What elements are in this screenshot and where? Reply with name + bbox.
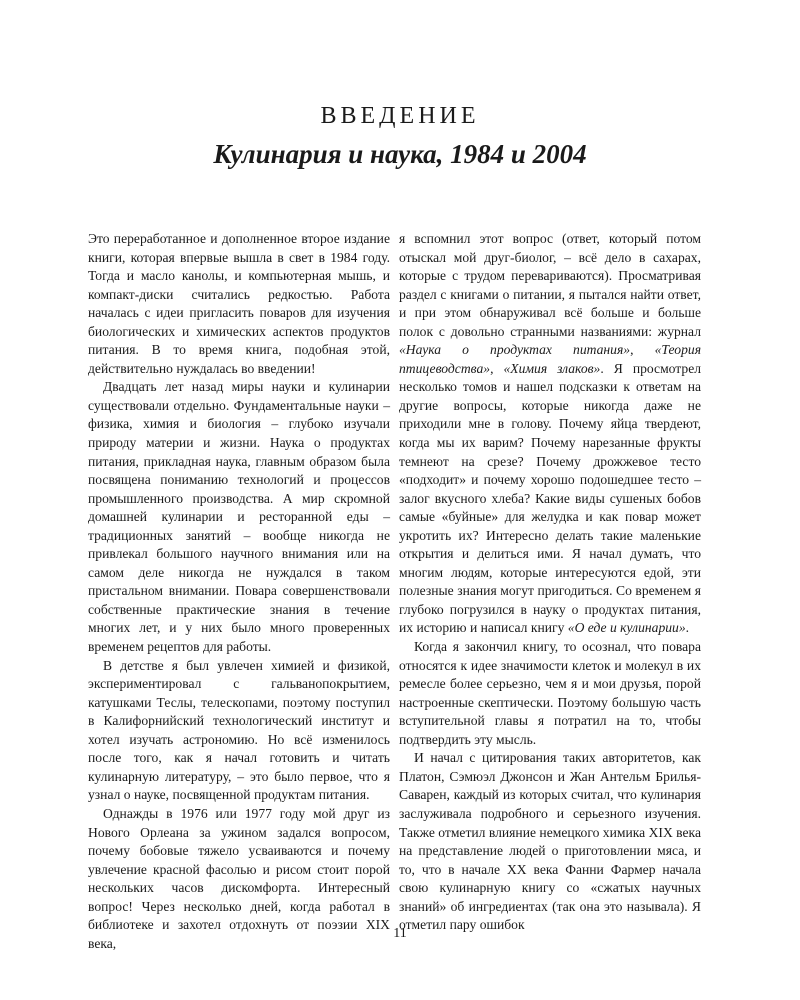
journal-title: «Химия злаков» xyxy=(503,360,601,376)
right-text-column xyxy=(399,230,701,935)
paragraph: Когда я закончил книгу, то осознал, что повара относятся к идее значимости клеток и молекул в их ремесле более серьезно, чем я и мои друзья, порой настроенные скептически. Поэтому большую часть вступительной главы я потратил на то, чтобы подтвердить эту мысль. xyxy=(399,639,701,747)
text-run: , xyxy=(630,342,655,358)
journal-title: «Теория птицеводства» xyxy=(399,342,702,376)
journal-title: «Наука о продуктах питания» xyxy=(399,342,631,358)
paragraph: Двадцать лет назад миры науки и кулинарии существовали отдельно. Фундаментальные науки – физика, химия и биология – глубоко изучали природу материи и жизни. Наука о продуктах питания, прикладная наука, главным образом была посвящена пониманию технологий и процессов промышленного производства. А мир скромной домашней кулинарии и ресторанной еды – традиционных занятий – вообще никогда не привлекал большого научного внимания или на самом деле никогда не нуждался в таком пристальном внимании. Повара совершенствовали собственные практические знания в течение многих лет, и у них было много проверенных временем рецептов для работы. xyxy=(88,379,390,655)
paragraph: Однажды в 1976 или 1977 году мой друг из Нового Орлеана за ужином задался вопросом, почему бобовые тяжело усваиваются и почему увлечение красной фасолью и рисом стоит порой нескольких часов дискомфорта. Интересный вопрос! Через несколько дней, когда работал в библиотеке и захотел отдохнуть от поэзии XIX века, xyxy=(88,805,390,951)
chapter-heading: ВВЕДЕНИЕ xyxy=(320,103,480,129)
text-run: . Я просмотрел несколько томов и нашел подсказки к ответам на другие вопросы, которые никогда даже не приходили мне в голову. Почему яйца твердеют, когда мы их варим? Почему нарезанные фрукты темнеют на срезе? Почему дрожжевое тесто «подходит» и почему хорошо подошедшее тесто – залог вкусного хлеба? Какие виды сушеных бобов самые «буйные» для желудка и как повар может укротить их? Интересно делать такие маленькие открытия и делиться ими. Я начал думать, что многим людям, которые интересуются едой, эти полезные знания могут пригодиться. Со временем я глубоко погрузился в науку о продуктах питания, их историю и написал книгу xyxy=(399,360,702,636)
paragraph: В детстве я был увлечен химией и физикой, экспериментировал с гальванопокрытием, катушками Теслы, телескопами, поэтому поступил в Калифорнийский технологический институт и хотел изучать астрономию. Но всё изменилось после того, как я начал готовить и читать кулинарную литературу, – это было первое, что я узнал о науке, посвященной продуктам питания. xyxy=(88,657,390,803)
page-number: 11 xyxy=(393,926,407,941)
chapter-subtitle: Кулинария и наука, 1984 и 2004 xyxy=(213,139,587,169)
text-run: , xyxy=(490,360,504,376)
paragraph: Это переработанное и дополненное второе издание книги, которая впервые вышла в свет в 1984 году. Тогда и масло канолы, и компьютерная мышь, и компакт-диски считались редкостью. Работа началась с идеи пригласить поваров для изучения биологических и химических аспектов продуктов питания. В то время книга, подобная этой, действительно нуждалась во введении! xyxy=(88,231,390,376)
text-run: я вспомнил этот вопрос (ответ, который потом отыскал мой друг-биолог, – всё дело в сахарах, которые с трудом перевариваются). Просматривая раздел с книгами о питании, я пытался найти ответ, и при этом обнаруживал всё больше и больше полок с довольно странными названиями: журнал xyxy=(399,231,701,339)
book-title: «О еде и кулинарии» xyxy=(567,620,686,636)
paragraph: И начал с цитирования таких авторитетов, как Платон, Сэмюэл Джонсон и Жан Антельм Брилья-Саварен, каждый из которых считал, что кулинария заслуживала подробного и серьезного изучения. Также отметил влияние немецкого химика XIX века на представление людей о приготовлении мяса, и то, что в начале XX века Фанни Фармер начала свою кулинарную книгу со «сжатых научных знаний» об ингредиентах (так она это называла). Я отметил пару ошибок xyxy=(399,750,701,933)
left-text-column xyxy=(88,230,390,953)
text-run: . xyxy=(685,620,690,636)
paragraph-continued xyxy=(399,230,701,638)
